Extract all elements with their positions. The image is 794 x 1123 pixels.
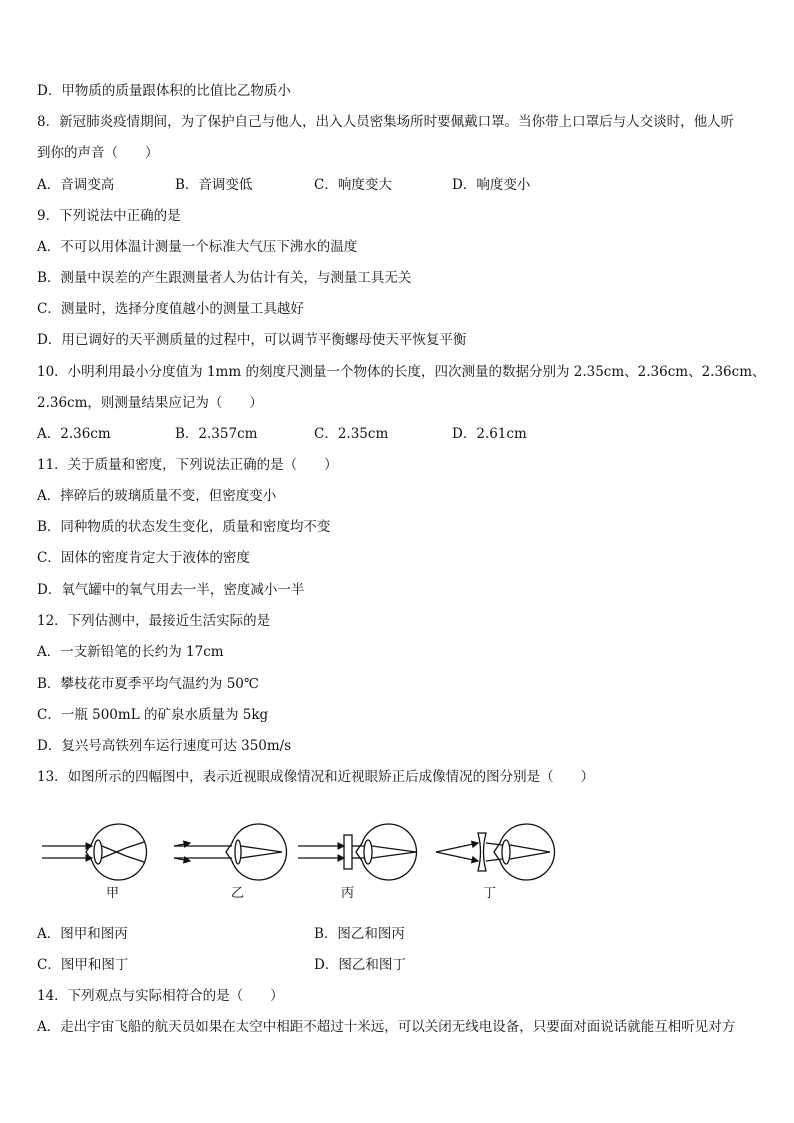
q13-option-b: B．图乙和图丙 bbox=[314, 926, 405, 942]
q14-stem: 14．下列观点与实际相符合的是（ ） bbox=[37, 988, 284, 1004]
q13-option-c: C．图甲和图丁 bbox=[37, 957, 129, 973]
q12-option-b: B．攀枝花市夏季平均气温约为 50℃ bbox=[37, 676, 259, 692]
q12-option-c: C．一瓶 500mL 的矿泉水质量为 5kg bbox=[37, 707, 269, 723]
caption-bing: 丙 bbox=[341, 886, 355, 901]
q8-stem-cont: 到你的声音（ ） bbox=[37, 145, 159, 161]
q10-option-b: B．2.357cm bbox=[175, 426, 258, 442]
q8-stem: 8．新冠肺炎疫情期间，为了保护自己与他人，出入人员密集场所时要佩戴口罩。当你带上口罩后与人交谈时，他人听 bbox=[37, 114, 735, 130]
q8-option-b: B．音调变低 bbox=[175, 177, 253, 193]
q12-option-d: D．复兴号高铁列车运行速度可达 350m/s bbox=[37, 738, 292, 754]
q13-option-d: D．图乙和图丁 bbox=[314, 957, 406, 973]
q12-stem: 12．下列估测中，最接近生活实际的是 bbox=[37, 613, 271, 629]
q9-option-d: D．用已调好的天平测质量的过程中，可以调节平衡螺母使天平恢复平衡 bbox=[37, 332, 467, 348]
q8-option-d: D．响度变小 bbox=[452, 177, 531, 193]
q8-option-a: A．音调变高 bbox=[37, 177, 115, 193]
q9-option-b: B．测量中误差的产生跟测量者人为估计有关，与测量工具无关 bbox=[37, 270, 412, 286]
q11-option-d: D．氧气罐中的氧气用去一半，密度减小一半 bbox=[37, 582, 305, 598]
q13-option-a: A．图甲和图丙 bbox=[37, 926, 128, 942]
eye-diagram-yi bbox=[174, 824, 287, 880]
q9-option-a: A．不可以用体温计测量一个标准大气压下沸水的温度 bbox=[37, 239, 358, 255]
eye-diagram-figure bbox=[40, 815, 580, 915]
caption-ding: 丁 bbox=[483, 886, 497, 901]
q9-option-c: C．测量时，选择分度值越小的测量工具越好 bbox=[37, 301, 304, 317]
q10-option-c: C．2.35cm bbox=[314, 426, 389, 442]
q10-option-a: A．2.36cm bbox=[37, 426, 111, 442]
eye-diagram-ding bbox=[436, 824, 555, 880]
q13-stem: 13．如图所示的四幅图中，表示近视眼成像情况和近视眼矫正后成像情况的图分别是（ ） bbox=[37, 769, 595, 785]
eye-diagram-bing bbox=[298, 824, 417, 880]
caption-yi: 乙 bbox=[231, 886, 245, 901]
q11-option-b: B．同种物质的状态发生变化，质量和密度均不变 bbox=[37, 519, 331, 535]
q10-stem: 10．小明利用最小分度值为 1mm 的刻度尺测量一个物体的长度，四次测量的数据分别为 2.35cm、2.36cm、2.36cm、 bbox=[37, 364, 766, 380]
q7-option-d: D．甲物质的质量跟体积的比值比乙物质小 bbox=[37, 83, 291, 99]
q8-option-c: C．响度变大 bbox=[314, 177, 392, 193]
q11-option-c: C．固体的密度肯定大于液体的密度 bbox=[37, 550, 250, 566]
q10-stem-cont: 2.36cm，则测量结果应记为（ ） bbox=[37, 395, 263, 411]
q12-option-a: A．一支新铅笔的长约为 17cm bbox=[37, 644, 224, 660]
eye-diagram-jia bbox=[42, 824, 147, 880]
q9-stem: 9．下列说法中正确的是 bbox=[37, 208, 181, 224]
q11-option-a: A．摔碎后的玻璃质量不变，但密度变小 bbox=[37, 488, 277, 504]
q14-option-a: A．走出宇宙飞船的航天员如果在太空中相距不超过十米远，可以关闭无线电设备，只要面对面说话就能互相听见对方 bbox=[37, 1019, 736, 1035]
caption-jia: 甲 bbox=[106, 886, 120, 901]
q10-option-d: D．2.61cm bbox=[452, 426, 527, 442]
q11-stem: 11．关于质量和密度，下列说法正确的是（ ） bbox=[37, 457, 338, 473]
